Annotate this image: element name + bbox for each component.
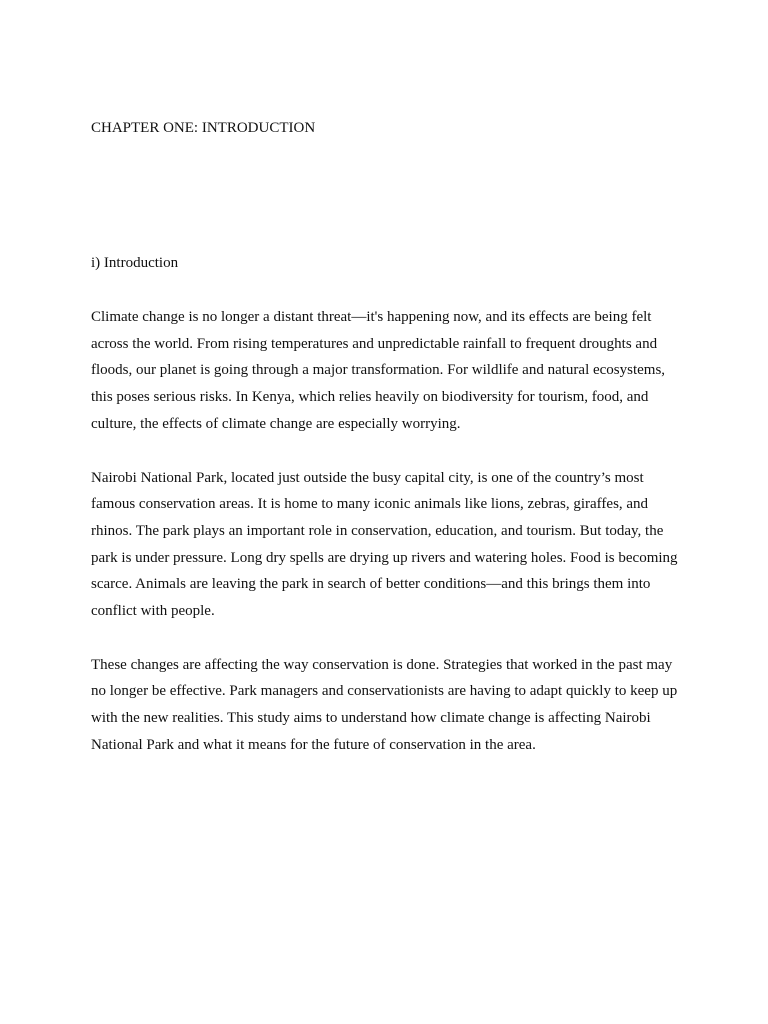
chapter-heading: CHAPTER ONE: INTRODUCTION bbox=[91, 120, 316, 136]
paragraph-climate-change: Climate change is no longer a distant threat—it's happening now, and its effects are being felt across the world. From rising temperatures and unpredictable rainfall to frequent droughts and floods, our planet is going through a major transformation. For wildlife and natural ecosystems, this poses serious risks. In Kenya, which relies heavily on biodiversity for tourism, food, and culture, the effects of climate change are especially worrying. bbox=[91, 309, 666, 432]
page-content bbox=[91, 116, 685, 759]
paragraph-conservation-changes: These changes are affecting the way conservation is done. Strategies that worked in the past may no longer be effective. Park managers and conservationists are having to adapt quickly to keep up with the new realities. This study aims to understand how climate change is affecting Nairobi National Park and what it means for the future of conservation in the area. bbox=[91, 656, 678, 753]
section-heading: i) Introduction bbox=[91, 255, 179, 271]
paragraph-nairobi-park: Nairobi National Park, located just outside the busy capital city, is one of the country’s most famous conservation areas. It is home to many iconic animals like lions, zebras, giraffes, and rhinos. The park plays an important role in conservation, education, and tourism. But today, the park is under pressure. Long dry spells are drying up rivers and watering holes. Food is becoming scarce. Animals are leaving the park in search of better conditions—and this brings them into conflict with people. bbox=[91, 469, 678, 620]
